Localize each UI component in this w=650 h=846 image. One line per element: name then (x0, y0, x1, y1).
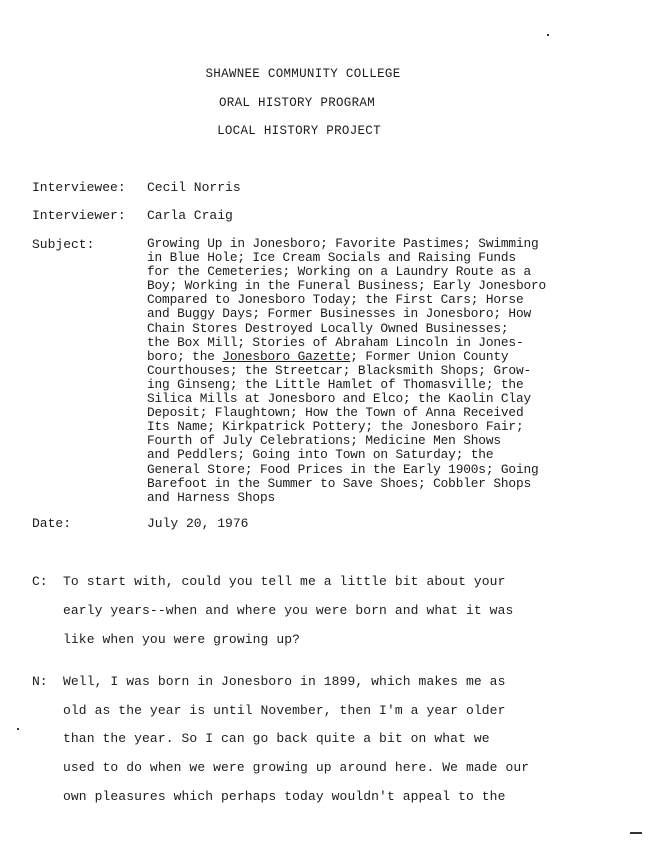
transcript-line: early years--when and where you were born and what it was (63, 603, 514, 618)
program-title: ORAL HISTORY PROGRAM (218, 96, 376, 110)
newspaper-title: Jonesboro Gazette (222, 348, 351, 364)
date-label: Date: (32, 516, 72, 531)
subject-line: and Peddlers; Going into Town on Saturday; the (147, 447, 494, 463)
transcript-line: old as the year is until November, then I'm a year older (63, 703, 506, 718)
subject-line: Compared to Jonesboro Today; the First Cars; Horse (147, 292, 524, 308)
subject-line: Fourth of July Celebrations; Medicine Men Shows (147, 433, 501, 449)
subject-line (147, 350, 597, 364)
subject-line: for the Cemeteries; Working on a Laundry Route as a (147, 264, 531, 280)
subject-line: General Store; Food Prices in the Early 1900s; Going (147, 461, 539, 477)
subject-list (147, 237, 597, 505)
project-title: LOCAL HISTORY PROJECT (217, 124, 381, 138)
scan-speck (547, 34, 549, 36)
transcript-line: used to do when we were growing up around here. We made our (63, 760, 530, 775)
subject-line: Growing Up in Jonesboro; Favorite Pastimes; Swimming (147, 236, 539, 251)
subject-line: in Blue Hole; Ice Cream Socials and Raising Funds (147, 250, 516, 266)
scan-speck (630, 832, 642, 834)
transcript-line: than the year. So I can go back quite a bit on what we (63, 731, 490, 746)
interviewer-name: Carla Craig (147, 208, 233, 223)
subject-line: Silica Mills at Jonesboro and Elco; the Kaolin Clay (147, 391, 531, 407)
subject-line: Courthouses; the Streetcar; Blacksmith Shops; Grow- (147, 362, 531, 378)
subject-line: Deposit; Flaughtown; How the Town of Anna Received (147, 405, 524, 421)
interviewer-speaker-label: C: (32, 574, 48, 589)
interviewer-label: Interviewer: (32, 208, 126, 223)
interviewee-name: Cecil Norris (147, 180, 241, 195)
subject-line: ing Ginseng; the Little Hamlet of Thomasville; the (147, 376, 524, 392)
transcript-line: Well, I was born in Jonesboro in 1899, which makes me as (63, 674, 506, 689)
subject-line: the Box Mill; Stories of Abraham Lincoln in Jones- (147, 334, 524, 350)
college-title: SHAWNEE COMMUNITY COLLEGE (205, 67, 401, 81)
interview-date: July 20, 1976 (147, 516, 249, 531)
subject-line: Chain Stores Destroyed Locally Owned Businesses; (147, 320, 509, 336)
transcript-line: own pleasures which perhaps today wouldn't appeal to the (63, 789, 506, 804)
transcript-line: To start with, could you tell me a little bit about your (63, 574, 506, 589)
interviewee-speaker-label: N: (32, 674, 48, 689)
subject-line: and Harness Shops (147, 489, 275, 505)
subject-line: and Buggy Days; Former Businesses in Jonesboro; How (147, 306, 531, 322)
interviewee-label: Interviewee: (32, 180, 126, 195)
subject-fragment: boro; the (147, 348, 223, 364)
subject-fragment: ; Former Union County (350, 348, 509, 364)
subject-line: Its Name; Kirkpatrick Pottery; the Jonesboro Fair; (147, 419, 524, 435)
transcript-line: like when you were growing up? (63, 632, 301, 647)
subject-label: Subject: (32, 237, 95, 252)
scan-speck (17, 728, 19, 730)
subject-line: Barefoot in the Summer to Save Shoes; Cobbler Shops (147, 475, 531, 491)
subject-line: Boy; Working in the Funeral Business; Early Jonesboro (147, 278, 547, 294)
